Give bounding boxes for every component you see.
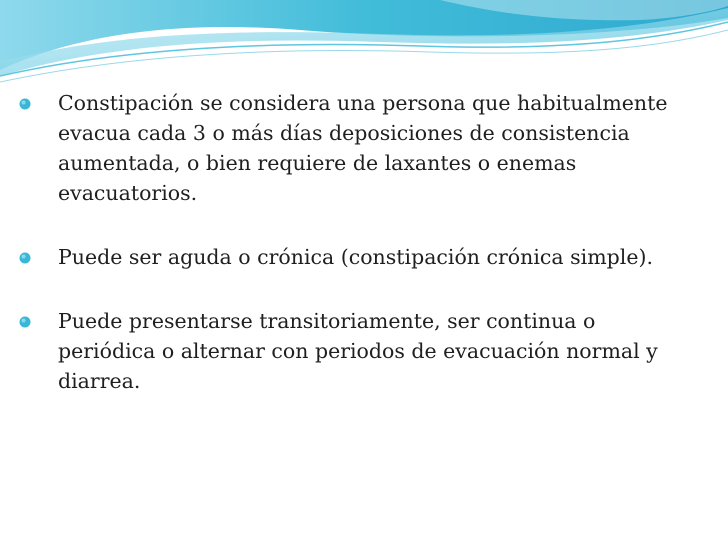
bullet-icon [19, 98, 31, 110]
bullet-list [16, 88, 696, 396]
bullet-text: Constipación se considera una persona que habitualmente evacua cada 3 o más días deposiciones de consistencia aumentada, o bien requiere de laxantes o enemas evacuatorios. [58, 91, 668, 205]
bullet-item [16, 88, 696, 208]
bullet-icon [19, 252, 31, 264]
bullet-item [16, 242, 696, 272]
header-wave-decoration [0, 0, 728, 90]
bullet-icon [19, 316, 31, 328]
bullet-text: Puede presentarse transitoriamente, ser continua o periódica o alternar con periodos de evacuación normal y diarrea. [58, 309, 658, 393]
bullet-text: Puede ser aguda o crónica (constipación crónica simple). [58, 245, 653, 269]
bullet-item [16, 306, 696, 396]
